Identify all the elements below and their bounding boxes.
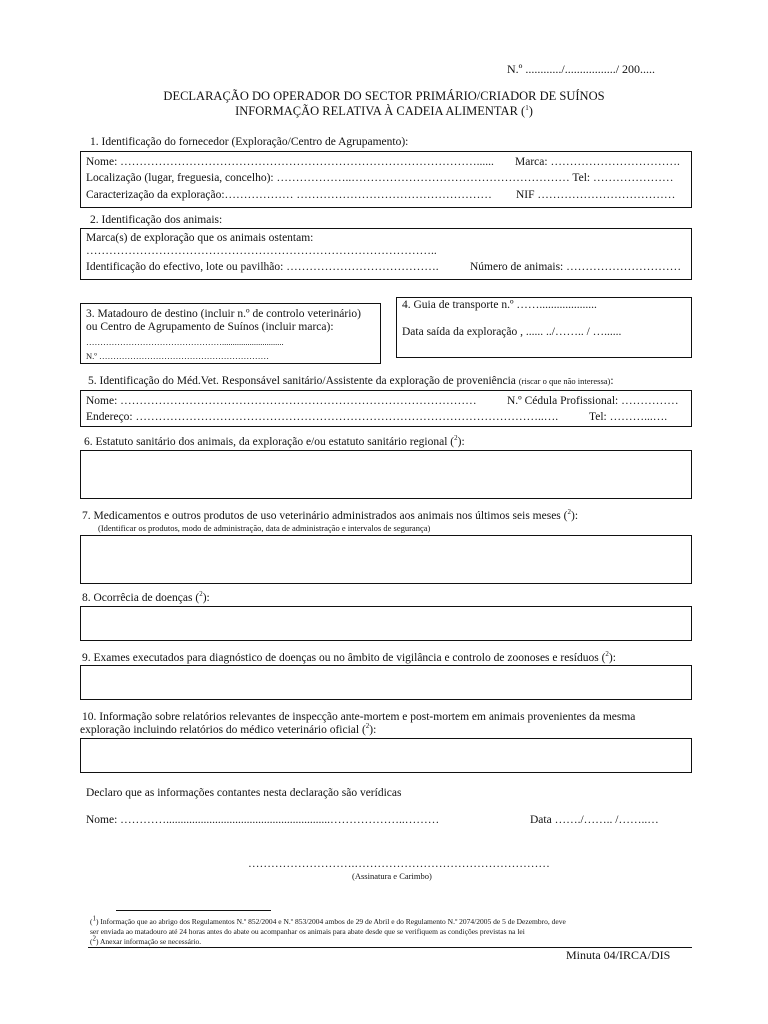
section-7-note: (Identificar os produtos, modo de administração, data de administração e intervalos de segurança) [98,523,431,533]
vet-name-field[interactable]: Nome: ………………………………………………………………………………… [86,395,477,407]
supplier-name-field[interactable]: Nome: …………………………………………………………………………………...... [86,156,494,168]
exploration-marks-label: Marca(s) de exploração que os animais ostentam: [86,232,314,244]
section-5-heading: 5. Identificação do Méd.Vet. Responsável sanitário/Assistente da exploração de proveniência (riscar o que não interessa): [88,375,614,387]
footnote-1-line2: ser enviada ao matadouro até 24 horas antes do abate ou acompanhar os animais para abate desde que se verifiquem as condições previstas na lei [90,927,525,936]
diagnostic-exams-field[interactable] [80,665,692,700]
departure-date-field[interactable]: Data saída da exploração , ...... ../…….. / …...... [402,326,622,338]
section-7-heading: 7. Medicamentos e outros produtos de uso veterinário administrados aos animais nos últimos seis meses ($^2$): [82,508,579,522]
document-title: DECLARAÇÃO DO OPERADOR DO SECTOR PRIMÁRIO/CRIADOR DE SUÍNOS [163,89,605,103]
exploration-marks-field[interactable]: ……………………………………………………………………………….. [86,245,437,257]
section-9-heading: 9. Exames executados para diagnóstico de doenças ou no âmbito de vigilância e controlo de zoonoses e resíduos ($^2$): [82,650,616,664]
transport-guide-field[interactable]: 4. Guia de transporte n.º …….................... [402,299,597,311]
exploration-characterization-field[interactable]: Caracterização da exploração:……………… …………………………………………… [86,189,492,201]
slaughterhouse-field[interactable]: …………………………………………............................. [86,337,284,347]
section-10-heading-line2: exploração incluindo relatórios do médico veterinário oficial ($^2$): [80,722,377,736]
form-code: Minuta 04/IRCA/DIS [566,948,671,962]
sanitary-status-field[interactable] [80,450,692,499]
herd-identification-field[interactable]: Identificação do efectivo, lote ou pavilhão: …………………………………. [86,261,439,273]
signature-label: (Assinatura e Carimbo) [352,871,432,881]
declaration-date-field[interactable]: Data ……./…….. /……..… [530,814,659,826]
footnote-divider [116,910,271,911]
vet-phone-field[interactable]: Tel: ………...…. [589,411,668,423]
signature-line[interactable]: ……………………….…………………………………………… [248,858,550,870]
nif-field[interactable]: NIF ……………………………… [516,189,676,201]
declaration-text: Declaro que as informações contantes nesta declaração são verídicas [86,787,402,799]
section-3-heading-line1: 3. Matadouro de destino (incluir n.º de controlo veterinário) [86,308,362,320]
section-8-heading: 8. Ocorrêcia de doenças ($^2$): [82,590,210,604]
medications-field[interactable] [80,535,692,584]
footnote-1-line1: ($^1$) Informação que ao abrigo dos Regulamentos N.º 852/2004 e N.º 853/2004 ambos de 29 de Abril e do Regulamento N.º 2074/2005 de 5 de Dezembro, deve [90,914,566,926]
vet-address-field[interactable]: Endereço: ……………………………………………………………………………………………..…. [86,411,559,423]
document-number: N.º ............/................./ 200..... [507,62,656,76]
document-subtitle: INFORMAÇÃO RELATIVA À CADEIA ALIMENTAR ($^1$) [235,103,533,118]
declarant-name-field[interactable]: Nome: ………….........................................................………………..……… [86,814,440,826]
supplier-location-field[interactable]: Localização (lugar, freguesia, concelho): ………………..………………………………………………… Tel: ………………… [86,172,674,184]
slaughterhouse-number-field[interactable]: N.º …………………………………………………… [86,351,270,361]
section-3-heading-line2: ou Centro de Agrupamento de Suínos (incluir marca): [86,321,334,333]
section-2-heading: 2. Identificação dos animais: [90,214,223,226]
section-10-heading-line1: 10. Informação sobre relatórios relevantes de inspecção ante-mortem e post-mortem em animais provenientes da mesma [82,711,636,723]
animal-count-field[interactable]: Número de animais: ………………………… [470,261,682,273]
inspection-reports-field[interactable] [80,738,692,773]
footnote-2: ($^2$) Anexar informação se necessário. [90,934,202,946]
section-6-heading: 6. Estatuto sanitário dos animais, da exploração e/ou estatuto sanitário regional ($^2$): [84,434,465,448]
section-1-heading: 1. Identificação do fornecedor (Exploração/Centro de Agrupamento): [90,136,409,148]
disease-occurrence-field[interactable] [80,606,692,641]
vet-license-field[interactable]: N.º Cédula Profissional: …………… [507,395,679,407]
supplier-brand-field[interactable]: Marca: ……………………………. [515,156,680,168]
